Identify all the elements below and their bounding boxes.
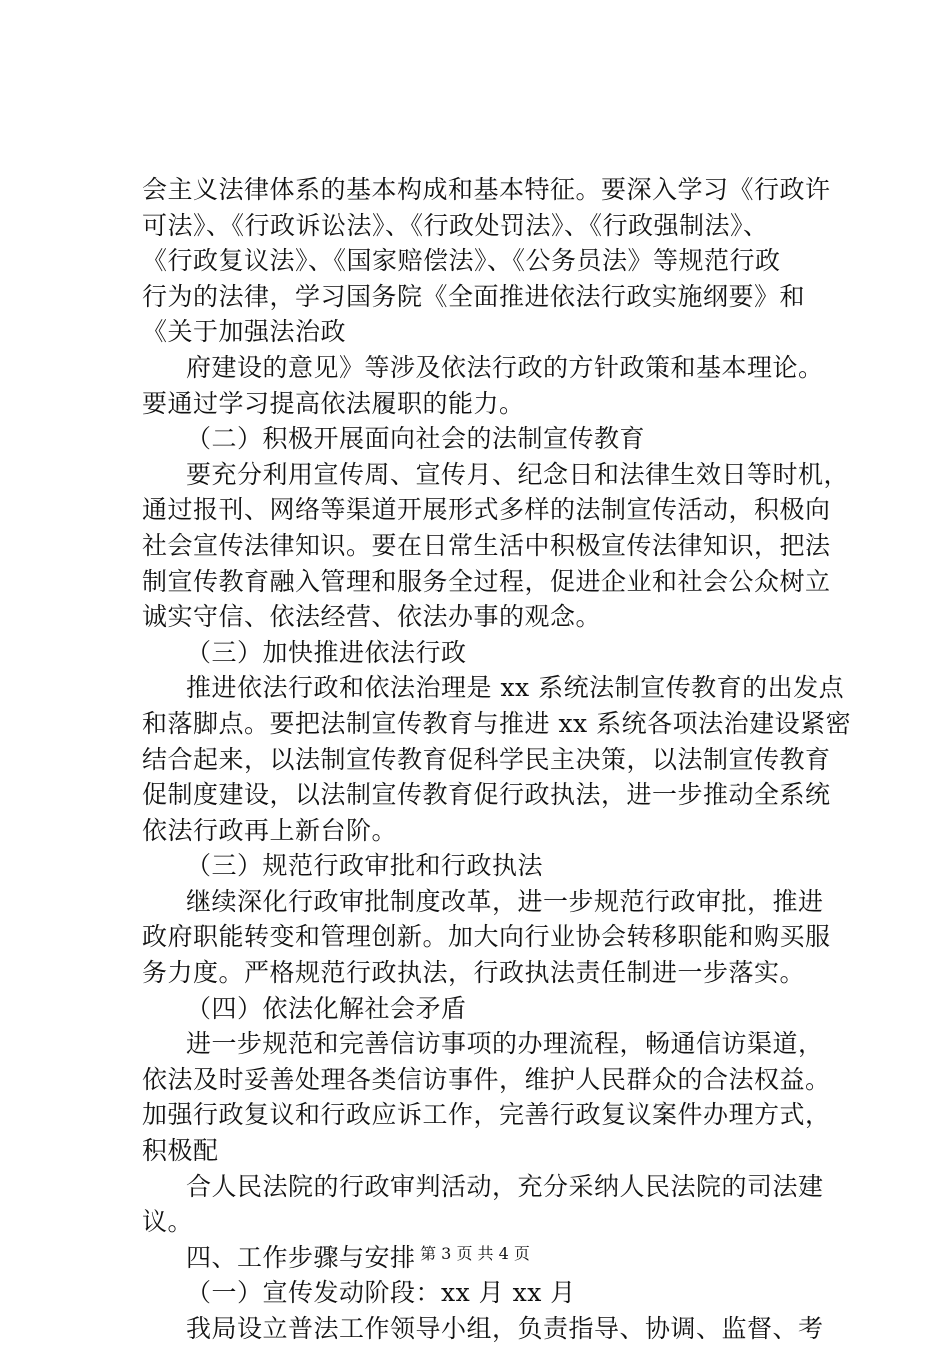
text-line: 依法行政再上新台阶。: [142, 815, 398, 845]
text-line: 促制度建设，以法制宣传教育促行政执法，进一步推动全系统: [142, 780, 831, 810]
text-line: 可法》、《行政诉讼法》、《行政处罚法》、《行政强制法》、: [142, 210, 769, 240]
text-line: 通过报刊、网络等渠道开展形式多样的法制宣传活动，积极向: [142, 495, 831, 525]
text-line: 《行政复议法》、《国家赔偿法》、《公务员法》等规范行政: [142, 246, 781, 276]
text-line: （三）加快推进依法行政: [186, 637, 467, 667]
text-line: 合人民法院的行政审判活动，充分采纳人民法院的司法建: [186, 1171, 824, 1201]
text-line: 积极配: [142, 1136, 219, 1166]
text-line: 务力度。严格规范行政执法，行政执法责任制进一步落实。: [142, 958, 806, 988]
text-line: （三）规范行政审批和行政执法: [186, 851, 544, 881]
text-line: 议。: [142, 1207, 194, 1237]
text-line: 会主义法律体系的基本构成和基本特征。要深入学习《行政许: [142, 175, 831, 204]
text-line: 推进依法行政和依法治理是 xx 系统法制宣传教育的出发点: [186, 673, 845, 703]
text-line: 要通过学习提高依法履职的能力。: [142, 388, 525, 418]
page-footer: 第 3 页 共 4 页: [420, 1244, 530, 1263]
document-body: [142, 172, 852, 1347]
text-line: 行为的法律，学习国务院《全面推进依法行政实施纲要》和: [142, 281, 806, 311]
text-line: 加强行政复议和行政应诉工作，完善行政复议案件办理方式，: [142, 1100, 831, 1130]
text-line: 社会宣传法律知识。要在日常生活中积极宣传法律知识，把法: [142, 530, 831, 560]
text-line: 政府职能转变和管理创新。加大向行业协会转移职能和购买服: [142, 922, 831, 952]
text-line: 府建设的意见》等涉及依法行政的方针政策和基本理论。: [186, 352, 824, 382]
text-line: 四、工作步骤与安排: [186, 1242, 416, 1272]
text-line: 继续深化行政审批制度改革，进一步规范行政审批，推进: [186, 886, 824, 916]
text-line: （四）依法化解社会矛盾: [186, 993, 467, 1023]
text-line: 进一步规范和完善信访事项的办理流程，畅通信访渠道，: [186, 1029, 824, 1059]
text-line: 制宣传教育融入管理和服务全过程，促进企业和社会公众树立: [142, 566, 831, 596]
text-line: 我局设立普法工作领导小组，负责指导、协调、监督、考: [186, 1314, 824, 1343]
text-line: 结合起来，以法制宣传教育促科学民主决策，以法制宣传教育: [142, 744, 831, 774]
text-line: （二）积极开展面向社会的法制宣传教育: [186, 424, 646, 454]
text-line: 和落脚点。要把法制宣传教育与推进 xx 系统各项法治建设紧密: [142, 708, 852, 738]
text-line: 诚实守信、依法经营、依法办事的观念。: [142, 602, 602, 632]
text-line: （一）宣传发动阶段：xx 月 xx 月: [186, 1278, 576, 1308]
text-line: 《关于加强法治政: [142, 317, 347, 347]
text-line: 依法及时妥善处理各类信访事件，维护人民群众的合法权益。: [142, 1064, 831, 1094]
text-line: 要充分利用宣传周、宣传月、纪念日和法律生效日等时机，: [186, 459, 850, 489]
